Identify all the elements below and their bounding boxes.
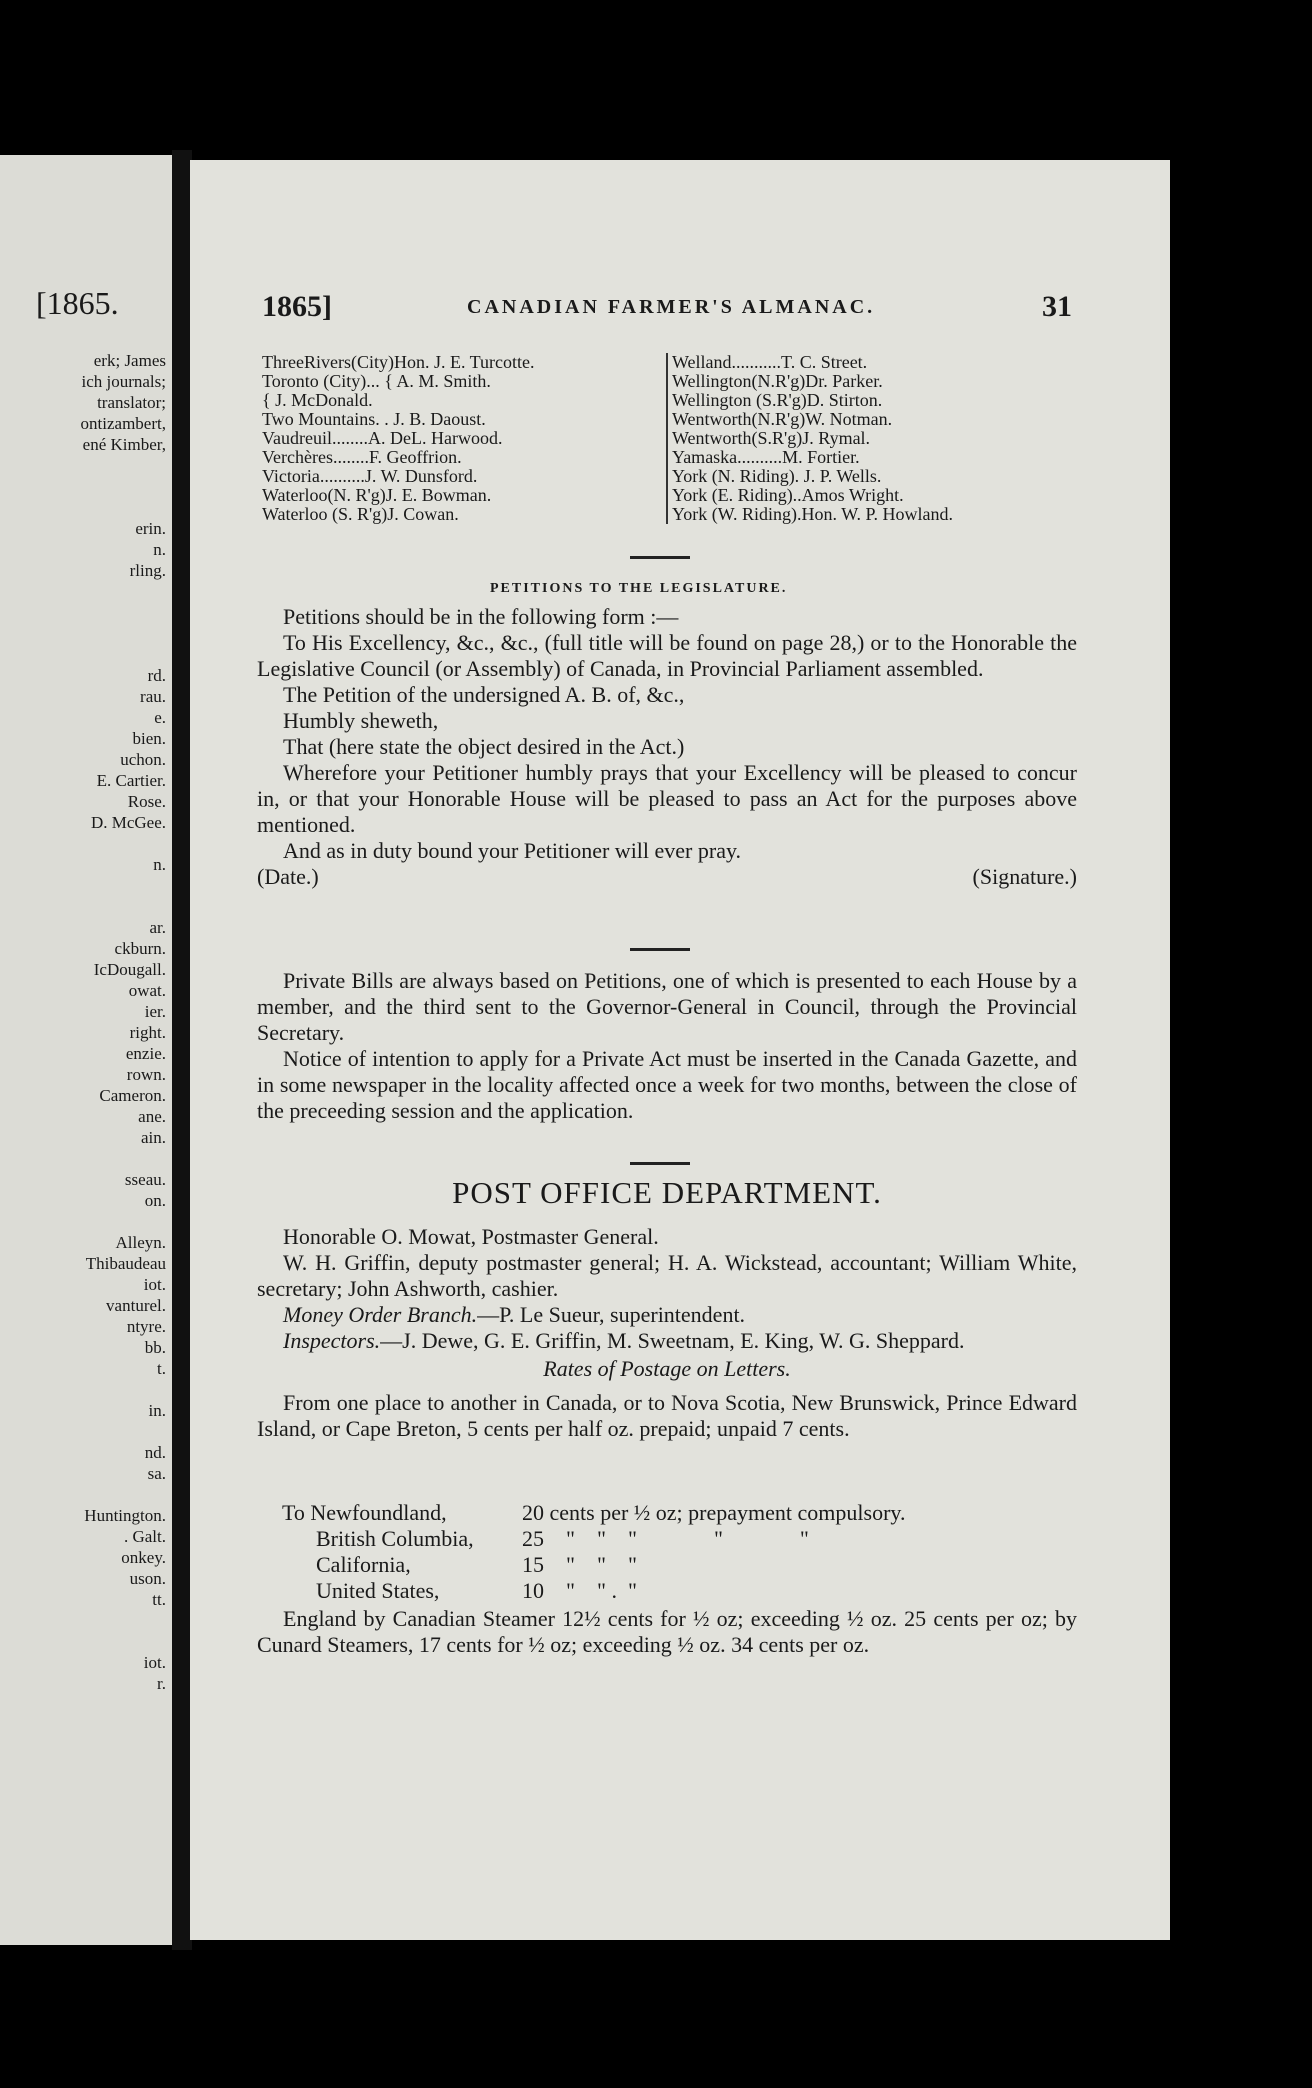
- left-page-line: right.: [129, 1023, 166, 1042]
- left-page-line: [0, 1421, 166, 1442]
- member-entry: Wellington(N.R'g)Dr. Parker.: [672, 371, 883, 391]
- member-entry: Verchères........F. Geoffrion.: [262, 447, 462, 467]
- left-page-line: tt.: [152, 1590, 166, 1609]
- left-page-line: E. Cartier.: [96, 771, 166, 790]
- left-page-line: [0, 455, 166, 476]
- left-page-line: ené Kimber,: [82, 435, 166, 454]
- left-page-line: rau.: [140, 687, 166, 706]
- member-entry: York (E. Riding)..Amos Wright.: [672, 485, 904, 505]
- member-entry: York (W. Riding).Hon. W. P. Howland.: [672, 504, 954, 524]
- left-page: [0, 155, 172, 1945]
- left-page-line: Huntington.: [84, 1506, 166, 1525]
- rate-destination: British Columbia,: [316, 1526, 474, 1551]
- member-entry: Wellington (S.R'g)D. Stirton.: [672, 390, 883, 410]
- member-entry: Wentworth(S.R'g)J. Rymal.: [672, 428, 871, 448]
- left-page-line: enzie.: [125, 1044, 166, 1063]
- left-page-line: erk; James: [93, 351, 166, 370]
- left-page-line: vanturel.: [106, 1296, 166, 1315]
- money-order-text: —P. Le Sueur, superintendent.: [477, 1302, 746, 1327]
- left-page-line: [0, 497, 166, 518]
- right-page: [190, 160, 1170, 1940]
- rate-destination: To Newfoundland,: [282, 1500, 447, 1525]
- petitions-address: To His Excellency, &c., &c., (full title will be found on page 28,) or to the Honorable the Legislative Council (or Assembly) of Canada, in Provincial Parliament assembled.: [257, 630, 1077, 681]
- member-entry: Victoria..........J. W. Dunsford.: [262, 466, 478, 486]
- left-page-line: sa.: [147, 1464, 166, 1483]
- left-page-line: D. McGee.: [90, 813, 166, 832]
- left-page-line: Alleyn.: [115, 1233, 166, 1252]
- left-page-line: in.: [148, 1401, 166, 1420]
- petitions-title: PETITIONS TO THE LEGISLATURE.: [490, 581, 788, 596]
- left-page-line: owat.: [128, 981, 166, 1000]
- left-page-line: [0, 476, 166, 497]
- divider: [630, 556, 690, 559]
- inspectors-label: Inspectors.: [283, 1328, 381, 1353]
- left-page-line: bien.: [132, 729, 166, 748]
- member-entry: Yamaska..........M. Fortier.: [672, 447, 860, 467]
- member-entry: Toronto (City)... { A. M. Smith.: [262, 371, 491, 391]
- left-page-line: ckburn.: [114, 939, 166, 958]
- left-page-line: [0, 581, 166, 602]
- left-page-line: ane.: [138, 1107, 166, 1126]
- private-bills-section: [257, 968, 1077, 1124]
- left-page-line: IcDougall.: [93, 960, 166, 979]
- member-entry: ThreeRivers(City)Hon. J. E. Turcotte.: [262, 352, 535, 372]
- left-page-line: nd.: [144, 1443, 166, 1462]
- post-office-title: POST OFFICE DEPARTMENT.: [452, 1175, 882, 1210]
- petitions-date-signature: [257, 864, 1077, 890]
- header-title: CANADIAN FARMER'S ALMANAC.: [467, 296, 876, 318]
- left-page-line: iot.: [143, 1275, 166, 1294]
- england-rates: [257, 1606, 1077, 1658]
- member-entry: Two Mountains. . J. B. Daoust.: [262, 409, 486, 429]
- petitions-signature: (Signature.): [972, 864, 1077, 889]
- running-header: [262, 290, 1072, 330]
- member-entry: Vaudreuil........A. DeL. Harwood.: [262, 428, 503, 448]
- petitions-object: That (here state the object desired in the Act.): [283, 734, 685, 759]
- left-page-line: [0, 875, 166, 896]
- rate-value: 25 " " " " ": [522, 1526, 809, 1551]
- left-page-line: [0, 1610, 166, 1631]
- rate-destination: United States,: [316, 1578, 440, 1603]
- left-page-line: n.: [153, 855, 166, 874]
- post-office-staff: W. H. Griffin, deputy postmaster general; H. A. Wickstead, accountant; William White, secretary; John Ashworth, cashier.: [257, 1250, 1077, 1301]
- england-rates-text: England by Canadian Steamer 12½ cents for ½ oz; exceeding ½ oz. 25 cents per oz; by Cunard Steamers, 17 cents for ½ oz; exceeding ½ oz. 34 cents per oz.: [257, 1606, 1077, 1657]
- member-entry: Waterloo (S. R'g)J. Cowan.: [262, 504, 459, 524]
- left-page-line: [0, 833, 166, 854]
- rates-canada: From one place to another in Canada, or to Nova Scotia, New Brunswick, Prince Edward Island, or Cape Breton, 5 cents per half oz. prepaid; unpaid 7 cents.: [257, 1390, 1077, 1441]
- left-page-line: Rose.: [127, 792, 166, 811]
- left-page-line: [0, 1631, 166, 1652]
- left-page-line: bb.: [144, 1338, 166, 1357]
- rate-value: 20 cents per ½ oz; prepayment compulsory.: [522, 1500, 906, 1525]
- left-page-line: r.: [157, 1674, 166, 1693]
- left-page-line: erin.: [135, 519, 166, 538]
- member-entry: Welland...........T. C. Street.: [672, 352, 868, 372]
- left-page-line: n.: [153, 540, 166, 559]
- left-page-line: rd.: [147, 666, 166, 685]
- left-page-line: [0, 644, 166, 665]
- private-bills-text: Private Bills are always based on Petitions, one of which is presented to each House by a member, and the third sent to the Governor-General in Council, through the Provincial Secretary.: [257, 968, 1077, 1045]
- header-year: 1865]: [262, 290, 332, 323]
- left-page-line: Thibaudeau: [85, 1254, 166, 1273]
- left-page-line: Cameron.: [99, 1086, 166, 1105]
- left-page-line: translator;: [97, 393, 166, 412]
- left-page-line: [0, 623, 166, 644]
- petitions-section: [257, 604, 1077, 890]
- left-page-line: iot.: [143, 1653, 166, 1672]
- member-entry: York (N. Riding). J. P. Wells.: [672, 466, 882, 486]
- left-page-line: [0, 1484, 166, 1505]
- left-page-line: [0, 1148, 166, 1169]
- left-page-line: . Galt.: [123, 1527, 166, 1546]
- petitions-undersigned: The Petition of the undersigned A. B. of, &c.,: [283, 682, 685, 707]
- rates-title: Rates of Postage on Letters.: [543, 1356, 791, 1381]
- member-entry: Waterloo(N. R'g)J. E. Bowman.: [262, 485, 492, 505]
- divider: [630, 1162, 690, 1165]
- left-page-line: uson.: [129, 1569, 166, 1588]
- left-page-text: [0, 350, 166, 1694]
- postmaster-general: Honorable O. Mowat, Postmaster General.: [283, 1224, 659, 1249]
- left-page-line: ar.: [149, 918, 166, 937]
- left-page-line: [0, 1211, 166, 1232]
- page-number: 31: [1042, 290, 1072, 323]
- left-page-line: [0, 896, 166, 917]
- left-page-line: e.: [154, 708, 166, 727]
- rate-value: 10 " " . ": [522, 1578, 637, 1603]
- post-office-section: [257, 1224, 1077, 1442]
- left-page-line: ntyre.: [126, 1317, 166, 1336]
- rate-destination: California,: [316, 1552, 411, 1577]
- petitions-sheweth: Humbly sheweth,: [283, 708, 439, 733]
- left-page-line: rown.: [126, 1065, 166, 1084]
- petitions-closing: And as in duty bound your Petitioner will ever pray.: [283, 838, 742, 863]
- left-page-line: ich journals;: [81, 372, 166, 391]
- member-entry: { J. McDonald.: [262, 390, 373, 410]
- left-page-line: [0, 602, 166, 623]
- petitions-wherefore: Wherefore your Petitioner humbly prays that your Excellency will be pleased to concur in, or that your Honorable House will be pleased to pass an Act for the purposes above mentioned.: [257, 760, 1077, 837]
- left-page-line: ier.: [144, 1002, 166, 1021]
- petitions-date: (Date.): [257, 864, 319, 889]
- private-bills-notice: Notice of intention to apply for a Private Act must be inserted in the Canada Gazette, and in some newspaper in the locality affected once a week for two months, between the close of the preceeding session and the application.: [257, 1046, 1077, 1123]
- left-page-line: on.: [144, 1191, 166, 1210]
- inspectors: [257, 1328, 1077, 1354]
- money-order-branch: [257, 1302, 1077, 1328]
- left-page-line: ontizambert,: [80, 414, 166, 433]
- left-page-line: onkey.: [121, 1548, 166, 1567]
- divider: [630, 948, 690, 951]
- rate-value: 15 " " ": [522, 1552, 637, 1577]
- members-list-left: [262, 353, 662, 524]
- left-page-line: t.: [157, 1359, 166, 1378]
- members-list-right: [666, 353, 1082, 524]
- petitions-intro: Petitions should be in the following form :—: [283, 604, 679, 629]
- money-order-label: Money Order Branch.: [283, 1302, 478, 1327]
- left-page-line: sseau.: [124, 1170, 166, 1189]
- book-spine: [172, 150, 192, 1950]
- left-page-line: [0, 1379, 166, 1400]
- left-page-line: ain.: [140, 1128, 166, 1147]
- left-page-line: rling.: [129, 561, 166, 580]
- inspectors-text: —J. Dewe, G. E. Griffin, M. Sweetnam, E. King, W. G. Sheppard.: [380, 1328, 965, 1353]
- left-page-year: [1865.: [36, 285, 119, 321]
- left-page-line: uchon.: [120, 750, 166, 769]
- member-entry: Wentworth(N.R'g)W. Notman.: [672, 409, 893, 429]
